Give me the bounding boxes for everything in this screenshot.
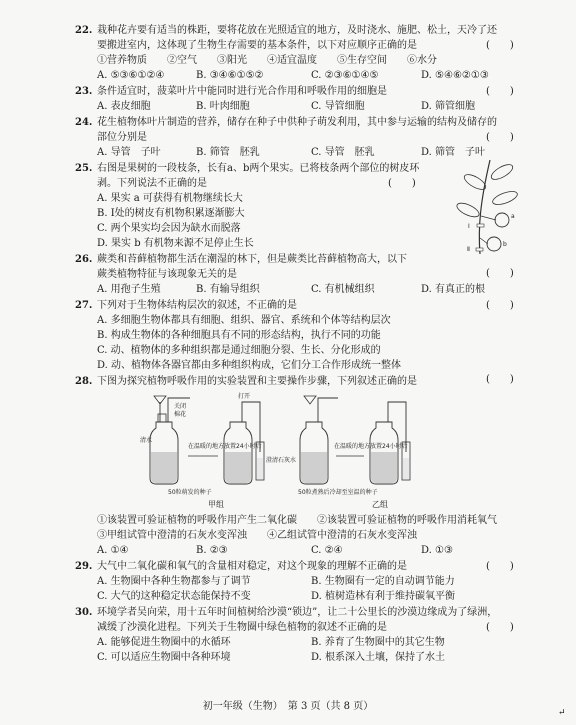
q22-option-d: D. ⑤④⑥②①③ <box>421 70 489 81</box>
q26-answer-paren: ( ) <box>486 268 514 279</box>
q25-stem-line1: 右图是果树的一段枝条，长有a、b两个果实。已将枝条两个部位的树皮环 <box>97 163 420 174</box>
q24-option-c: C. 导管 胚乳 <box>311 147 375 158</box>
q28-statements-2: ③甲组试管中澄清的石灰水变浑浊 ④乙组试管中澄清的石灰水变浑浊 <box>97 530 417 541</box>
q29-answer-paren: ( ) <box>486 561 514 572</box>
girdle-2 <box>476 248 483 251</box>
q29-option-a: A. 生物圈中各种生物都参与了调节 <box>97 576 251 587</box>
q30-answer-paren: ( ) <box>486 622 514 633</box>
q22-stem-line2: 要搬进室内，这体现了生物生存需要的基本条件，以下对应顺序正确的是 <box>97 40 417 51</box>
q28-option-d: D. ①③ <box>421 545 453 556</box>
fig-label-2: Ⅱ <box>467 246 470 253</box>
fig-b-note: 在温暖的地方放置24小时后 <box>334 443 408 450</box>
q26-number: 26. <box>75 254 93 265</box>
fig-cotton-label: 棉花 <box>174 411 187 418</box>
q22-option-a: A. ⑤③⑥①②④ <box>97 70 165 81</box>
q27-answer-paren: ( ) <box>486 300 514 311</box>
fig-label-1: Ⅰ <box>468 223 470 230</box>
q25-branch-figure <box>450 158 530 256</box>
q23-option-c: C. 导管细胞 <box>311 101 365 112</box>
q28-apparatus-figure <box>138 392 438 502</box>
q22-stem-line1: 栽种花卉要有适当的株距，要将花放在光照适宜的地方，及时浇水、施肥、松土，天冷了还 <box>97 25 497 36</box>
q27-option-c: C. 动、植物体的多种组织都是通过细胞分裂、生长、分化形成的 <box>97 345 381 356</box>
q30-option-d: D. 根系深入土壤，保持了水土 <box>311 652 446 663</box>
q25-number: 25. <box>75 163 93 174</box>
q30-option-b: B. 养育了生物圈中的其它生物 <box>311 637 445 648</box>
q22-number: 22. <box>75 25 93 36</box>
q27-option-a: A. 多细胞生物体都具有细胞、组织、器官、系统和个体等结构层次 <box>97 315 391 326</box>
fig-label-a: a <box>511 213 515 220</box>
fig-group-a-label: 甲组 <box>208 500 224 509</box>
page-footer: 初一年级（生物） 第 3 页（共 8 页） <box>202 701 374 712</box>
q25-option-d: D. 果实 b 有机物来源不足停止生长 <box>97 238 254 249</box>
q25-option-c: C. 两个果实均会因为缺水而脱落 <box>97 223 241 234</box>
q24-option-b: B. 筛管 胚乳 <box>196 147 260 158</box>
fig-lime-label: 澄清石灰水 <box>266 457 297 464</box>
q28-answer-paren: ( ) <box>486 374 514 385</box>
q26-option-b: B. 有输导组织 <box>196 284 260 295</box>
q29-option-d: D. 植树造林有利于维持碳氧平衡 <box>311 591 456 602</box>
fruit-b <box>487 237 501 251</box>
fig-open-label: 打开 <box>238 393 251 400</box>
q23-option-b: B. 叶肉细胞 <box>196 101 250 112</box>
q24-answer-paren: ( ) <box>486 132 514 143</box>
q24-stem-line1: 花生植物体叶片制造的营养，储存在种子中供种子萌发利用，其中参与运输的结构及储存的 <box>97 117 497 128</box>
q30-option-c: C. 可以适应生物圈中各种环境 <box>97 652 231 663</box>
fig-b-seed: 50粒煮熟后冷却至室温的种子 <box>298 489 378 496</box>
q22-answer-paren: ( ) <box>486 40 514 51</box>
q27-number: 27. <box>75 300 93 311</box>
q26-option-d: D. 有真正的根 <box>421 284 486 295</box>
q25-stem-line2: 剥。下列说法不正确的是 <box>97 178 207 189</box>
q26-option-a: A. 用孢子生殖 <box>97 284 161 295</box>
q26-stem-line1: 蕨类和苔藓植物都生活在潮湿的林下，但是蕨类比苔藓植物高大，以下 <box>97 254 407 265</box>
q24-option-a: A. 导管 子叶 <box>97 147 161 158</box>
q29-stem: 大气中二氧化碳和氧气的含量相对稳定，对这个现象的理解不正确的是 <box>97 561 407 572</box>
q24-number: 24. <box>75 117 93 128</box>
q28-stem: 下图为探究植物呼吸作用的实验装置和主要操作步骤，下列叙述正确的是 <box>97 376 417 387</box>
q23-option-a: A. 表皮细胞 <box>97 101 151 112</box>
q22-items: ①营养物质 ②空气 ③阳光 ④适宜温度 ⑤生存空间 ⑥水分 <box>97 55 437 66</box>
fig-water-label: 清水 <box>140 437 153 444</box>
q26-stem-line2: 蕨类植物特征与该现象无关的是 <box>97 269 237 280</box>
q29-option-c: C. 大气的这种稳定状态能保持不变 <box>97 591 251 602</box>
q27-option-b: B. 构成生物体的各种细胞具有不同的形态结构，执行不同的功能 <box>97 330 381 341</box>
fruit-a <box>495 213 509 227</box>
q30-stem-line2: 减缓了沙漠化进程。下列关于生物圈中绿色植物的叙述不正确的是 <box>97 622 387 633</box>
q23-stem: 条件适宜时，菠菜叶片中能同时进行光合作用和呼吸作用的细胞是 <box>97 86 387 97</box>
q28-number: 28. <box>75 376 93 387</box>
leaf-shape <box>455 200 481 219</box>
q28-statements-1: ①该装置可验证植物的呼吸作用产生二氧化碳 ②该装置可验证植物的呼吸作用消耗氧气 <box>97 515 497 526</box>
q25-option-b: B. Ⅰ处的树皮有机物积累逐渐膨大 <box>97 208 245 219</box>
q27-stem: 下列对于生物体结构层次的叙述，不正确的是 <box>97 300 297 311</box>
fig-label-b: b <box>503 241 507 248</box>
q26-option-c: C. 有机械组织 <box>311 284 375 295</box>
q23-answer-paren: ( ) <box>486 86 514 97</box>
q23-option-d: D. 筛管细胞 <box>421 101 476 112</box>
fig-a-note: 在温暖的地方放置24小时后 <box>188 443 262 450</box>
q29-option-b: B. 生物圈有一定的自动调节能力 <box>311 576 455 587</box>
fig-group-b-label: 乙组 <box>372 500 388 509</box>
q24-option-d: D. 筛管 子叶 <box>421 147 486 158</box>
q30-option-a: A. 能够促进生物圈中的水循环 <box>97 637 231 648</box>
leaf-shape <box>491 189 519 207</box>
q22-option-b: B. ③④⑥①⑤② <box>196 70 264 81</box>
q24-stem-line2: 部位分别是 <box>97 132 147 143</box>
fig-a-seed: 50粒萌发的种子 <box>168 489 212 496</box>
leaf-shape <box>462 172 488 193</box>
q22-option-c: C. ②③⑥①④⑤ <box>311 70 379 81</box>
q25-option-a: A. 果实 a 可获得有机物继续长大 <box>97 193 243 204</box>
q28-option-c: C. ②④ <box>311 545 343 556</box>
return-mark: ↵ <box>558 708 566 718</box>
fig-switch-label: 关闭 <box>174 403 187 410</box>
leaf-shape <box>489 162 515 183</box>
q25-answer-paren: ( ) <box>388 178 416 189</box>
q30-number: 30. <box>75 607 93 618</box>
q28-option-a: A. ①④ <box>97 545 129 556</box>
q30-stem-line1: 环境学者吴向荣，用十五年时间植树给沙漠“锁边”，让二十公里长的沙漠边缘成为了绿洲， <box>97 607 498 618</box>
q23-number: 23. <box>75 86 93 97</box>
q28-option-b: B. ②③ <box>196 545 228 556</box>
q29-number: 29. <box>75 561 93 572</box>
girdle-1 <box>477 224 484 227</box>
q27-option-d: D. 动、植物体各器官都由多种组织构成，它们分工合作形成统一整体 <box>97 360 402 371</box>
group-b-bottle-closed <box>300 396 338 484</box>
